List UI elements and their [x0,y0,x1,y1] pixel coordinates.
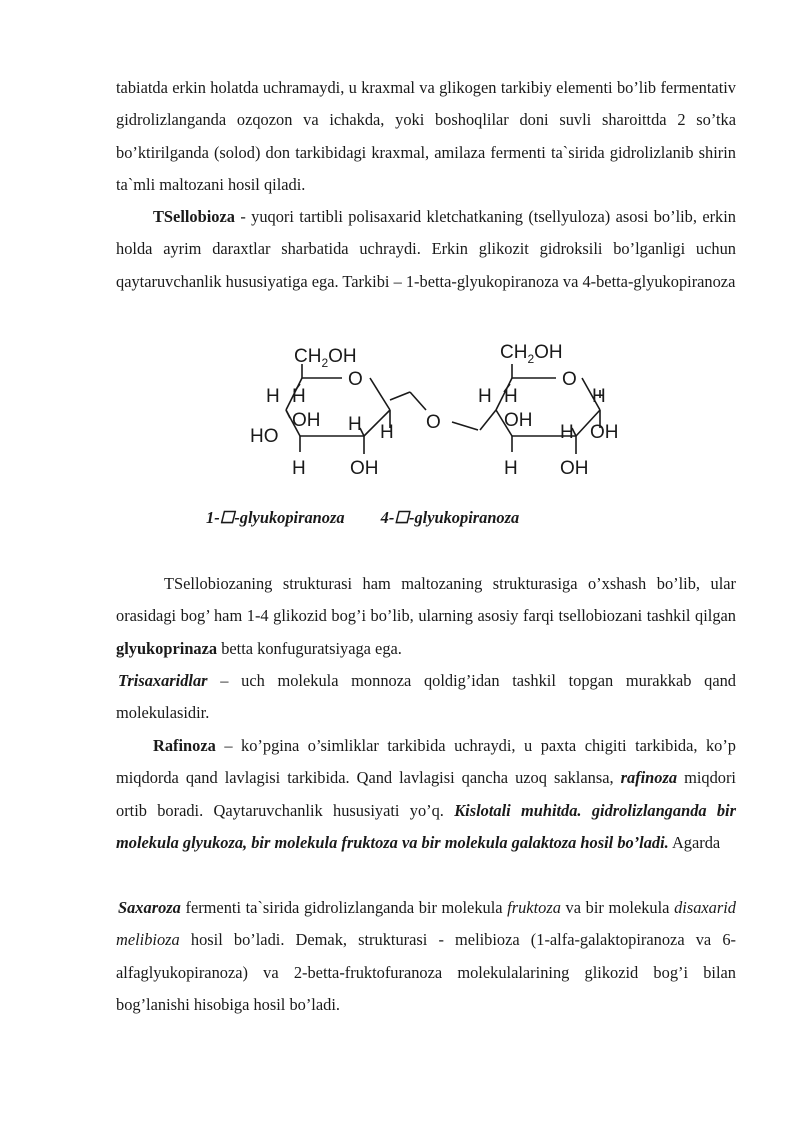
right-oh3: OH [560,458,589,479]
paragraph-trisaxaridlar: Trisaxaridlar – uch molekula monnoza qoldig’idan tashkil topgan murakkab qand molekulasidir. [116,671,736,723]
term-tsellobioza: TSellobioza [153,207,235,226]
left-h2: H [292,386,306,407]
term-melibioza: disaxarid melibioza [116,898,736,950]
term-saxaroza: Saxaroza [118,898,181,917]
term-fruktoza: fruktoza [507,898,561,917]
cellobiose-structure-svg [240,332,640,492]
bridge-oxygen: O [426,412,441,433]
left-ho: HO [250,426,279,447]
left-h3: H [348,414,362,435]
term-trisaxaridlar: Trisaxaridlar [118,671,208,690]
term-glyukoprinaza: glyukoprinaza [116,638,218,658]
left-h5: H [292,458,306,479]
right-ring-oxygen: O [562,369,577,390]
tsellobioza-text: - yuqori tartibli polisaxarid kletchatkaning (tsellyuloza) asosi bo’lib, erkin holda ayrim daraxtlar sharbatida uchraydi. Erkin glikozit gidroksili bo’lganligi uchun qaytaruvchanlik hususiyatiga ega. Tarkibi – 1-betta-glyukopiranoza va 4-betta-glyukopiranoza [116,207,736,291]
paragraph-tsellobioza-structure: TSellobiozaning strukturasi ham maltozaning strukturasiga o’xshash bo’lib, ular orasidagi bog’ ham 1-4 glikozid bog’i bo’lib, ularning asosiy farqi tsellobiozani tashkil qilgan glyukoprinaza betta konfuguratsiyaga ega. [116,574,736,658]
structure-captions [206,506,626,530]
paragraph-tsellobioza [116,201,736,298]
right-h1: H [478,386,492,407]
left-h1: H [266,386,280,407]
left-oh3: OH [350,458,379,479]
left-h4: H [380,422,394,443]
caption-right: 4-☐-glyukopiranoza [380,508,520,527]
paragraph-rafinoza: Rafinoza – ko’pgina o’simliklar tarkibida uchraydi, u paxta chigiti tarkibida, ko’p miqdorda qand lavlagisi tarkibida. Qand lavlagisi qancha uzoq saklansa, rafinoza miqdori ortib boradi. Qaytaruvchanlik hususiyati yo’q. Kislotali muhitda. gidrolizlanganda bir molekula glyukoza, bir molekula fruktoza va bir molekula galaktoza hosil bo’ladi. Agarda [116,736,736,853]
cellobiose-structure-diagram [240,332,640,492]
right-h3: H [560,422,574,443]
right-oh2: OH [504,410,533,431]
right-h4: H [504,458,518,479]
left-ring-oxygen: O [348,369,363,390]
right-h-r: H [592,386,606,407]
left-ch2oh-label: $CH_2OH$ [294,346,357,370]
rafinoza-hydrolysis-note: Kislotali muhitda. gidrolizlanganda bir molekula glyukoza, bir molekula fruktoza va bir molekula galaktoza hosil bo’ladi. [116,800,736,853]
caption-left: 1-☐-glyukopiranoza [206,508,345,527]
paragraph-maltoza: tabiatda erkin holatda uchramaydi, u kraxmal va glikogen tarkibiy elementi bo’lib fermentativ gidrolizlanganda ozqozon va ichakda, yoki boshoqlilar doni suvli sharoittda 2 so’tka bo’ktirilganda (solod) don tarkibidagi kraxmal, amilaza fermenti ta`sirida gidrolizlanib shirin ta`mli maltozani hosil qiladi. [116,78,736,195]
term-rafinoza: Rafinoza [153,736,216,755]
paragraph-saxaroza: Saxaroza fermenti ta`sirida gidrolizlanganda bir molekula fruktoza va bir molekula disaxarid melibioza hosil bo’ladi. Demak, strukturasi - melibioza (1-alfa-galaktopiranoza va 6-alfaglyukopiranoza) va 2-betta-fruktofuranoza molekulalarining glikozid bog’i bilan bog’lanishi hisobiga hosil bo’ladi. [116,898,736,1015]
right-ch2oh-label: $CH_2OH$ [500,342,563,366]
right-oh-r: OH [590,422,619,443]
right-h2: H [504,386,518,407]
left-oh2: OH [292,410,321,431]
term-rafinoza-inline: rafinoza [620,768,678,788]
